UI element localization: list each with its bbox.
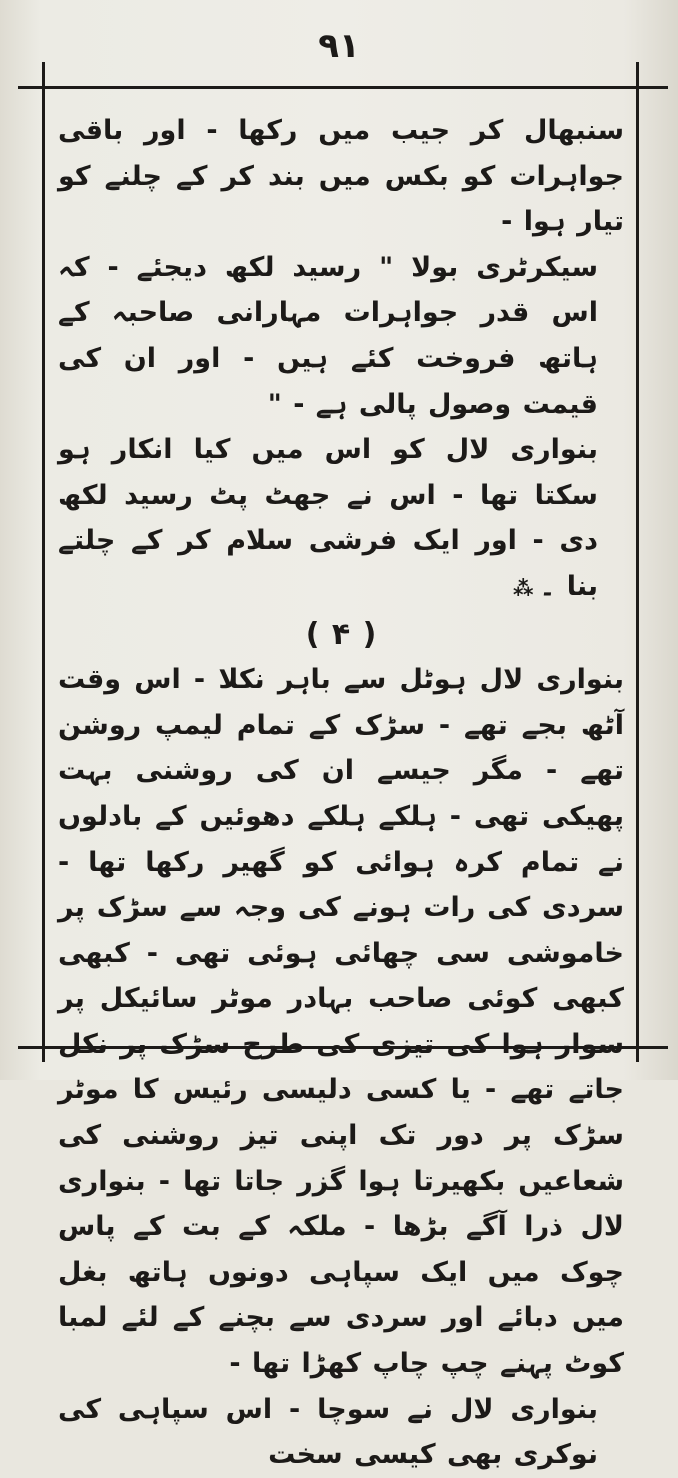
paragraph-end-mark: ⁂ [513, 575, 534, 600]
body-text [58, 108, 624, 1478]
paragraph-1: سنبھال کر جیب میں رکھا - اور باقی جواہرات کو بکس میں بند کر کے چلنے کو تیار ہوا - [58, 115, 624, 238]
right-rule [636, 62, 639, 1062]
paragraph-5: بنواری لال نے سوچا - اس سپاہی کی نوکری بھی کیسی سخت [58, 1393, 598, 1471]
paragraph-3-text: بنواری لال کو اس میں کیا انکار ہو سکتا تھا - اس نے جھٹ پٹ رسید لکھ دی - اور ایک فرشی سلام کر کے چلتے بنا ۔ [58, 434, 598, 602]
left-rule [42, 62, 45, 1062]
top-rule [18, 86, 668, 89]
paragraph-2: سیکرٹری بولا " رسید لکھ دیجئے - کہ اس قدر جواہرات مہارانی صاحبہ کے ہاتھ فروخت کئے ہیں - اور ان کی قیمت وصول پالی ہے - " [58, 251, 598, 420]
paragraph-4: بنواری لال ہوٹل سے باہر نکلا - اس وقت آٹھ بجے تھے - سڑک کے تمام لیمپ روشن تھے - مگر جیسے ان کی روشنی بہت پھیکی تھی - ہلکے ہلکے دھوئیں کے بادلوں نے تمام کرہ ہوائی کو گھیر رکھا تھا - سردی کی رات ہونے کی وجہ سے سڑک پر خاموشی سی چھائی ہوئی تھی - کبھی کبھی کوئی صاحب بہادر موٹر سائیکل پر سوار ہوا کی تیزی کی طرح سڑک پر نکل جاتے تھے - یا کسی دلیسی رئیس کا موٹر سڑک پر دور تک اپنی تیز روشنی کی شعاعیں بکھیرتا ہوا گزر جاتا تھا - بنواری لال ذرا آگے بڑھا - ملکہ کے بت کے پاس چوک میں ایک سپاہی دونوں ہاتھ بغل میں دبائے اور سردی سے بچنے کے لئے لمبا کوٹ پہنے چپ چاپ کھڑا تھا - [58, 664, 624, 1380]
page-number: ۹۱ [318, 26, 360, 66]
paragraph-3 [58, 427, 624, 611]
section-number: ( ۴ ) [305, 616, 377, 652]
